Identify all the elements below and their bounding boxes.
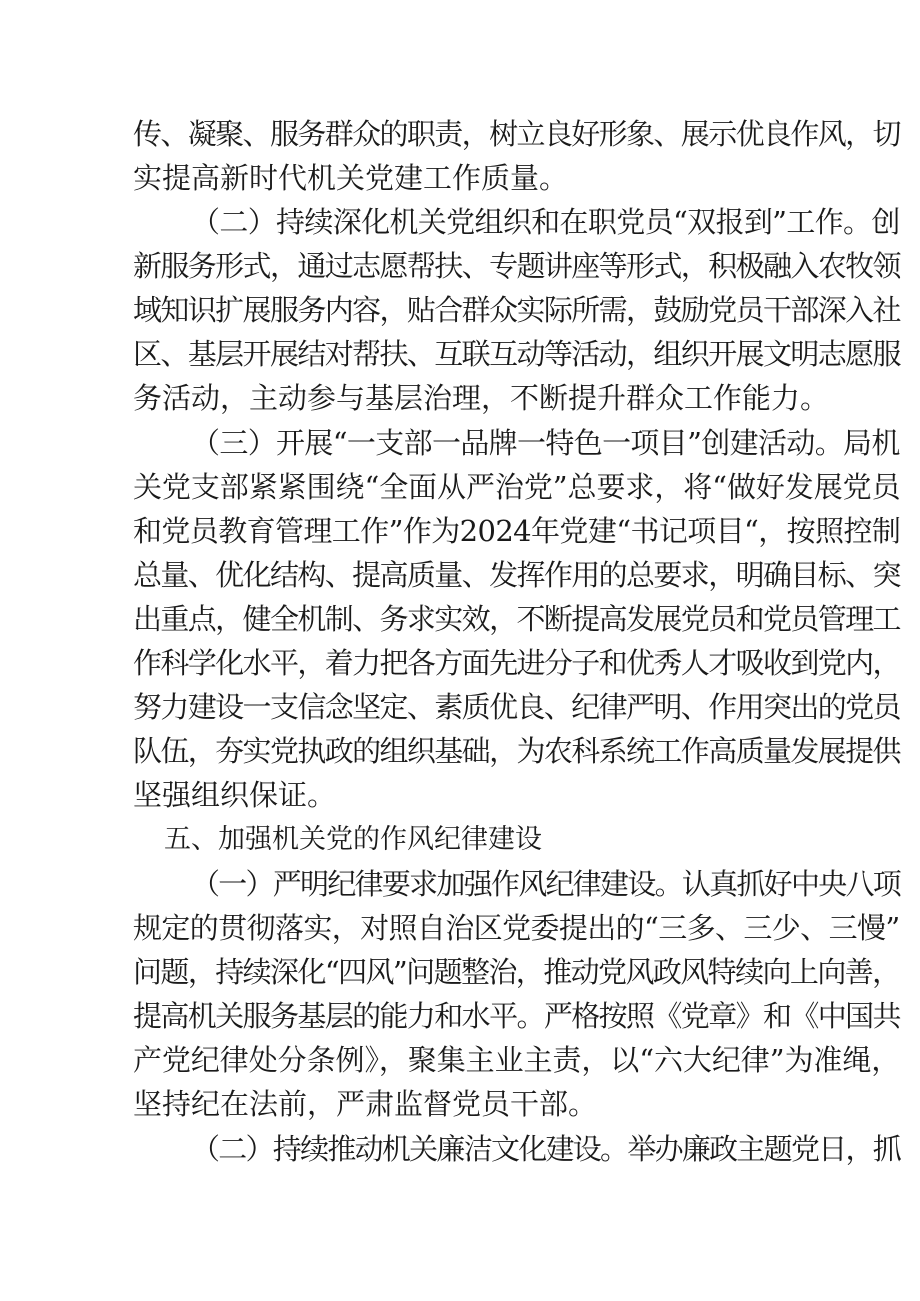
paragraph-line: 问题，持续深化“四风”问题整治，推动党风政风特续向上向善， [133,955,900,989]
paragraph-line: 务活动，主动参与基层治理，不断提升群众工作能力。 [133,381,830,415]
paragraph-line: 出重点，健全机制、务求实效，不断提高发展党员和党员管理工 [133,602,900,636]
paragraph-line: 域知识扩展服务内容，贴合群众实际所需，鼓励党员干部深入社 [133,293,900,327]
paragraph-line: 实提高新时代机关党建工作质量。 [133,161,569,195]
paragraph-line: （二）持续深化机关党组织和在职党员“双报到”工作。创 [191,205,900,239]
paragraph-line: 提高机关服务基层的能力和水平。严格按照《党章》和《中国共 [133,999,900,1033]
section-heading: 五、加强机关党的作风纪律建设 [164,824,542,855]
paragraph-line: 和党员教育管理工作”作为2024年党建“书记项目“，按照控制 [133,514,901,548]
paragraph-line: 产党纪律处分条例》，聚集主业主责，以“六大纪律”为准绳， [133,1043,901,1077]
paragraph-line: 规定的贯彻落实，对照自治区党委提出的“三多、三少、三慢” [133,911,900,945]
paragraph-line: （三）开展“一支部一品牌一特色一项目”创建活动。局机 [191,426,900,460]
paragraph-line: 作科学化水平，着力把各方面先进分子和优秀人才吸收到党内， [133,646,900,680]
paragraph-line: 坚强组织保证。 [133,778,337,812]
paragraph-line: 坚持纪在法前，严肃监督党员干部。 [133,1087,598,1121]
paragraph-line: 区、基层开展结对帮扶、互联互动等活动，组织开展文明志愿服 [133,337,900,371]
paragraph-line: 队伍，夯实党执政的组织基础，为农科系统工作高质量发展提供 [133,734,900,768]
paragraph-line: 努力建设一支信念坚定、素质优良、纪律严明、作用突出的党员 [133,690,900,724]
paragraph-line: （一）严明纪律要求加强作风纪律建设。认真抓好中央八项 [191,867,901,901]
paragraph-line: 关党支部紧紧围绕“全面从严治党”总要求，将“做好发展党员 [133,470,901,504]
paragraph-line: 新服务形式，通过志愿帮扶、专题讲座等形式，积极融入农牧领 [133,249,900,283]
paragraph-line: 总量、优化结构、提高质量、发挥作用的总要求，明确目标、突 [133,558,900,592]
paragraph-line: 传、凝聚、服务群众的职责，树立良好形象、展示优良作风，切 [133,117,900,151]
paragraph-line: （二）持续推动机关廉洁文化建设。举办廉政主题党日，抓 [191,1132,901,1166]
